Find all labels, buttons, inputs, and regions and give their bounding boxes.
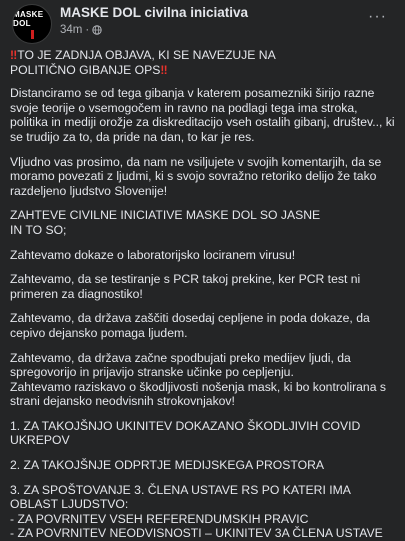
paragraph: IN TO SO; — [10, 222, 67, 237]
demand-item: 2. ZA TAKOJŠNJE ODPRTJE MEDIJSKEGA PROSTORA — [10, 458, 325, 473]
double-exclamation-icon: ‼ — [160, 62, 168, 77]
avatar-logo-text: MASKE DOL — [13, 9, 44, 28]
page-name-link[interactable]: MASKE DOL civilna iniciativa — [60, 5, 249, 20]
double-exclamation-icon: ‼ — [10, 48, 18, 62]
demand-subitem: - ZA POVRNITEV VSEH REFERENDUMSKIH PRAVIC — [10, 511, 309, 526]
post-meta — [60, 24, 102, 36]
headline-line-2: POLITIČNO GIBANJE OPS — [10, 62, 161, 77]
paragraph: Vljudno vas prosimo, da nam ne vsiljujete v svojih komentarjih, da se moramo povezati z ljudmi, ki s svojo sovražno retoriko delijo že tako razdeljeno ljudstvo Slovenije! — [10, 154, 382, 198]
page-avatar[interactable] — [12, 4, 52, 44]
demand-item: 1. ZA TAKOJŠNJO UKINITEV DOKAZANO ŠKODLJIVIH COVID UKREPOV — [10, 418, 361, 448]
paragraph: Zahtevamo, da država zaščiti dosedaj cepljene in poda dokaze, da cepivo dejansko pomaga ljudem. — [10, 311, 370, 340]
headline-line-1: TO JE ZADNJA OBJAVA, KI SE NAVEZUJE NA — [17, 48, 276, 62]
demand-subitem: - ZA POVRNITEV NEODVISNOSTI – UKINITEV 3A ČLENA USTAVE — [10, 526, 383, 541]
more-options-button[interactable]: ··· — [368, 8, 387, 25]
demand-item: 3. ZA SPOŠTOVANJE 3. ČLENA USTAVE RS PO KATERI IMA OBLAST LJUDSTVO: — [10, 482, 351, 512]
paragraph: Zahtevamo raziskavo o škodljivosti nošenja mask, ki bo kontrolirana s strani dejansko neodvisnih strokovnjakov! — [10, 379, 386, 409]
paragraph: Distanciramo se od tega gibanja v katerem posamezniki širijo razne svoje teorije o vsemogočem in ravno na podlagi tega ima stroka, politika in mediji orožje za diskreditacijo vseh ostalih gibanj, društev.., ki se trudijo za to, da pride na dan, to kar je res. — [10, 86, 395, 144]
paragraph: Zahtevamo dokaze o laboratorijsko lociranem virusu! — [10, 247, 296, 262]
post-time[interactable]: 34m — [60, 24, 83, 36]
post-body — [10, 48, 395, 541]
post-header — [10, 0, 395, 48]
paragraph: Zahtevamo, da država začne spodbujati preko medijev ljudi, da spregovorijo in prijavijo stranske učinke po cepljenju. — [10, 350, 351, 380]
avatar-red-mark — [31, 30, 34, 39]
headline-2 — [10, 63, 395, 78]
headline — [10, 48, 395, 63]
meta-separator: · — [85, 24, 90, 36]
paragraph: Zahtevamo, da se testiranje s PCR takoj prekine, ker PCR test ni primeren za diagnostiko! — [10, 272, 361, 301]
paragraph: ZAHTEVE CIVILNE INICIATIVE MASKE DOL SO JASNE — [10, 208, 321, 223]
globe-icon — [92, 25, 102, 35]
